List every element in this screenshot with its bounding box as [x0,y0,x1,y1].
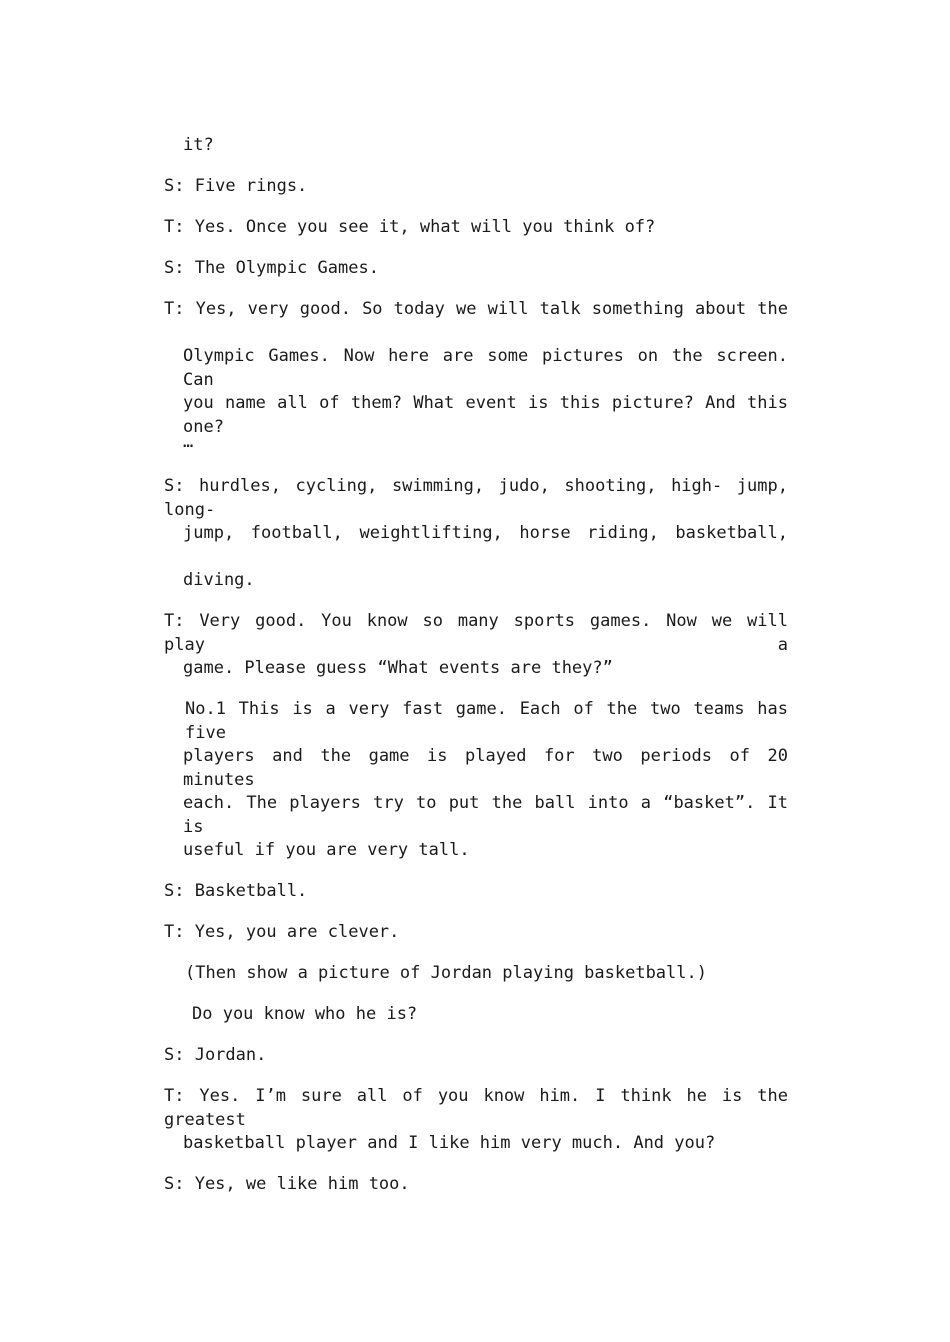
dialogue-line: T: Yes, you are clever. [164,922,400,942]
dialogue-line: No.1 This is a very fast game. Each of the two teams has five [185,699,788,743]
dialogue-line: you name all of them? What event is this picture? And this one? [183,393,788,437]
dialogue-line: S: Basketball. [164,881,308,901]
dialogue-line: Do you know who he is? [192,1004,418,1024]
dialogue-line: Olympic Games. Now here are some pictures on the screen. Can [183,346,788,390]
dialogue-line: diving. [183,570,255,590]
dialogue-line: S: hurdles, cycling, swimming, judo, shooting, high- jump, long- [164,476,788,520]
dialogue-line: T: Yes. Once you see it, what will you think of? [164,217,656,237]
dialogue-line: T: Yes. I’m sure all of you know him. I think he is the greatest [164,1086,788,1130]
dialogue-line: … [183,432,194,452]
dialogue-line: S: The Olympic Games. [164,258,379,278]
document-page [164,133,788,1213]
dialogue-line: S: Five rings. [164,176,308,196]
dialogue-line: (Then show a picture of Jordan playing basketball.) [185,963,707,983]
dialogue-line: T: Very good. You know so many sports games. Now we will play a [164,611,788,655]
dialogue-line: useful if you are very tall. [183,840,470,860]
dialogue-line: S: Jordan. [164,1045,267,1065]
dialogue-line: S: Yes, we like him too. [164,1174,410,1194]
dialogue-line: T: Yes, very good. So today we will talk something about the [164,299,788,319]
dialogue-line: basketball player and I like him very much. And you? [183,1133,716,1153]
dialogue-line: game. Please guess “What events are they?” [183,658,613,678]
dialogue-line: players and the game is played for two periods of 20 minutes [183,746,788,790]
dialogue-line: jump, football, weightlifting, horse riding, basketball, [183,523,788,543]
dialogue-line: each. The players try to put the ball into a “basket”. It is [183,793,788,837]
dialogue-line: it? [183,135,214,155]
